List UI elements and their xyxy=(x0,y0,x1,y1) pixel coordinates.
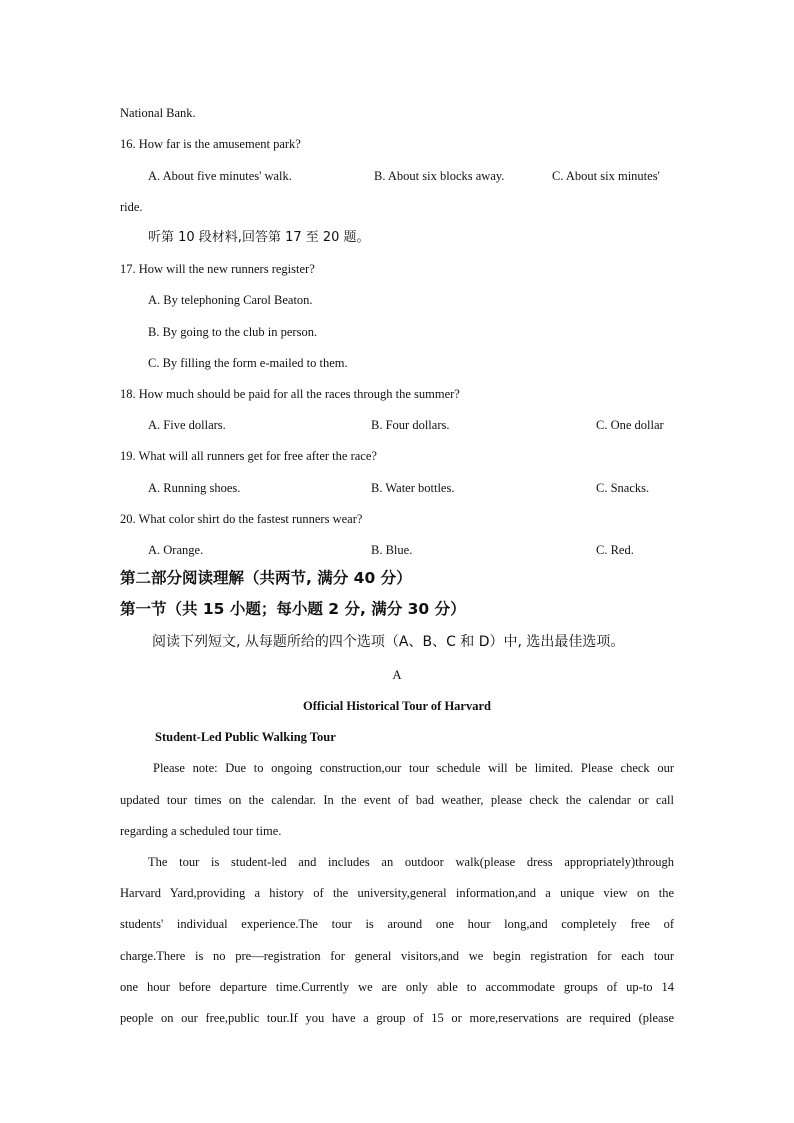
question-18-stem: 18. How much should be paid for all the races through the summer? xyxy=(120,387,460,401)
paragraph-1-line-3: regarding a scheduled tour time. xyxy=(120,824,282,838)
section-one-title: 第一节（共 15 小题；每小题 2 分, 满分 30 分） xyxy=(120,600,466,618)
question-18-option-a: A. Five dollars. xyxy=(148,418,226,432)
passage-title: Official Historical Tour of Harvard xyxy=(303,699,491,713)
question-17-option-c: C. By filling the form e-mailed to them. xyxy=(148,356,348,370)
question-16-option-b: B. About six blocks away. xyxy=(374,169,505,183)
question-19-option-a: A. Running shoes. xyxy=(148,481,241,495)
question-19-stem: 19. What will all runners get for free after the race? xyxy=(120,449,377,463)
passage-subtitle: Student-Led Public Walking Tour xyxy=(155,730,336,744)
paragraph-2-line-1: The tour is student-led and includes an outdoor walk(please dress appropriately)through xyxy=(148,855,674,869)
question-17-stem: 17. How will the new runners register? xyxy=(120,262,315,276)
question-16-option-a: A. About five minutes' walk. xyxy=(148,169,292,183)
question-18-option-c: C. One dollar xyxy=(596,418,664,432)
question-16-option-c: C. About six minutes' xyxy=(552,169,660,183)
paragraph-1-line-2: updated tour times on the calendar. In the event of bad weather, please check the calendar or call xyxy=(120,793,674,807)
paragraph-2-line-4: charge.There is no pre—registration for general visitors,and we begin registration for each tour xyxy=(120,949,674,963)
carry-over-text: National Bank. xyxy=(120,106,196,120)
paragraph-2-line-5: one hour before departure time.Currently we are only able to accommodate groups of up-to 14 xyxy=(120,980,674,994)
question-17-option-a: A. By telephoning Carol Beaton. xyxy=(148,293,313,307)
question-16-stem: 16. How far is the amusement park? xyxy=(120,137,301,151)
question-20-option-c: C. Red. xyxy=(596,543,634,557)
paragraph-2-line-2: Harvard Yard,providing a history of the university,general information,and a unique view on the xyxy=(120,886,674,900)
paragraph-1-line-1: Please note: Due to ongoing construction,our tour schedule will be limited. Please check our xyxy=(153,761,674,775)
paragraph-2-line-3: students' individual experience.The tour is around one hour long,and completely free of xyxy=(120,917,674,931)
question-20-stem: 20. What color shirt do the fastest runners wear? xyxy=(120,512,363,526)
passage-label: A xyxy=(392,668,402,682)
question-20-option-a: A. Orange. xyxy=(148,543,204,557)
paragraph-2-line-6: people on our free,public tour.If you have a group of 15 or more,reservations are required (please xyxy=(120,1011,674,1025)
question-18-option-b: B. Four dollars. xyxy=(371,418,450,432)
question-17-option-b: B. By going to the club in person. xyxy=(148,325,318,339)
question-19-option-c: C. Snacks. xyxy=(596,481,650,495)
question-19-option-b: B. Water bottles. xyxy=(371,481,455,495)
question-20-option-b: B. Blue. xyxy=(371,543,413,557)
question-16-option-c-continued: ride. xyxy=(120,200,143,214)
part-two-title: 第二部分阅读理解（共两节, 满分 40 分） xyxy=(120,569,412,587)
reading-instruction: 阅读下列短文, 从每题所给的四个选项（A、B、C 和 D）中, 选出最佳选项。 xyxy=(152,634,625,650)
section-10-instruction: 听第 10 段材料,回答第 17 至 20 题。 xyxy=(148,230,370,245)
